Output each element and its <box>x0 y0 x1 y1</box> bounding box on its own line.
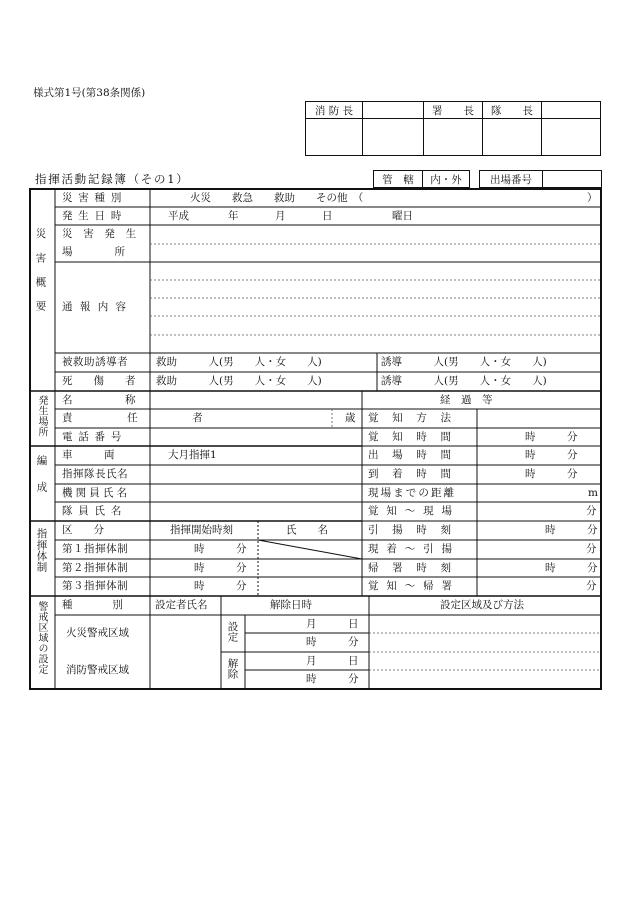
weekday-label: 曜日 <box>392 210 413 222</box>
section-cordon: 警戒区域の設定 <box>36 601 47 675</box>
day-label: 日 <box>322 210 333 222</box>
disaster-type-label: 災害種別 <box>62 192 128 204</box>
release-hour-min[interactable]: 時 分 <box>306 673 359 685</box>
section-site: 発生場所 <box>36 395 47 437</box>
form-number: 様式第1号(第38条関係) <box>33 87 146 99</box>
progress-label: 現場までの距離 <box>368 487 457 499</box>
section-formation: 編成 <box>35 455 48 508</box>
progress-label: 引揚時刻 <box>368 524 465 536</box>
captain-label: 隊 長 <box>483 102 542 119</box>
progress-value[interactable]: 分 <box>586 505 597 517</box>
dispatch-number-label: 出場番号 <box>480 171 543 188</box>
document-title: 指揮活動記録簿（その1） <box>35 172 190 186</box>
progress-value[interactable]: m <box>588 487 598 499</box>
member-label: 隊員氏名 <box>62 505 128 517</box>
place-label-line2: 場 所 <box>62 246 125 258</box>
age-unit: 歳 <box>345 412 356 424</box>
place-label-line1: 災 害 発 生 <box>62 228 140 240</box>
section-disaster: 災害概要 <box>34 228 47 325</box>
progress-value[interactable]: 時 分 <box>525 431 578 443</box>
command-row-time[interactable]: 時 分 <box>194 562 247 574</box>
operator-label: 機関員氏名 <box>62 487 131 499</box>
set-hour-min[interactable]: 時 分 <box>306 636 359 648</box>
casualty-rescue-count[interactable]: 救助 人(男 人・女 人) <box>156 375 322 387</box>
station-head-label: 署 長 <box>424 102 483 119</box>
command-category-header: 区 分 <box>62 524 104 536</box>
year-label: 年 <box>228 210 239 222</box>
progress-value[interactable]: 分 <box>586 580 597 592</box>
cordon-area-header: 設定区域及び方法 <box>440 599 524 611</box>
site-phone-label: 電話番号 <box>62 431 128 443</box>
progress-label: 覚知方法 <box>368 412 465 424</box>
disaster-type-options[interactable]: 火災 救急 救助 その他 （ <box>190 192 364 204</box>
rescued-rescue-count[interactable]: 救助 人(男 人・女 人) <box>156 356 322 368</box>
rescued-guide-count[interactable]: 誘導 人(男 人・女 人) <box>381 356 547 368</box>
vehicle-label: 車 両 <box>62 449 115 461</box>
chief-label: 消 防 長 <box>306 102 363 119</box>
progress-label: 覚知～現場 <box>368 505 460 517</box>
casualty-label: 死 傷 者 <box>62 375 136 387</box>
command-row-time[interactable]: 時 分 <box>194 543 247 555</box>
progress-label: 覚知時間 <box>368 431 465 443</box>
cordon-type-header: 種 別 <box>62 599 125 611</box>
disaster-type-close: ） <box>587 192 598 204</box>
progress-label: 到着時間 <box>368 468 465 480</box>
rescued-label: 被救助誘導者 <box>62 356 129 368</box>
progress-label: 覚知～帰署 <box>368 580 460 592</box>
vehicle-value[interactable]: 大月指揮1 <box>168 449 217 461</box>
era-label: 平成 <box>168 210 189 222</box>
command-row-time[interactable]: 時 分 <box>194 580 247 592</box>
site-name-label: 名 称 <box>62 394 136 406</box>
set-month-day[interactable]: 月 日 <box>306 618 359 630</box>
progress-value[interactable]: 時 分 <box>545 562 598 574</box>
progress-label: 現着～引揚 <box>368 543 460 555</box>
cordon-setter-header: 設定者氏名 <box>155 599 208 611</box>
command-start-header: 指揮開始時刻 <box>170 524 233 536</box>
command-row-label: 第２指揮体制 <box>62 562 129 574</box>
command-leader-label: 指揮隊長氏名 <box>62 468 129 480</box>
report-content-label: 通報内容 <box>62 301 134 313</box>
command-name-header: 氏 名 <box>286 524 328 536</box>
occurrence-date-label: 発生日時 <box>62 210 128 222</box>
progress-label: 帰署時刻 <box>368 562 465 574</box>
fire-zone-label: 火災警戒区域 <box>66 627 129 639</box>
progress-value[interactable]: 時 分 <box>525 468 578 480</box>
cordon-release-header: 解除日時 <box>270 599 312 611</box>
site-responsible-label: 責 任 者 <box>62 412 225 424</box>
progress-label: 出場時間 <box>368 449 465 461</box>
command-row-label: 第３指揮体制 <box>62 580 129 592</box>
fire-prevention-zone-label: 消防警戒区域 <box>66 664 129 676</box>
cordon-release-label: 解除 <box>226 658 239 679</box>
release-month-day[interactable]: 月 日 <box>306 655 359 667</box>
progress-value[interactable]: 分 <box>586 543 597 555</box>
month-label: 月 <box>275 210 286 222</box>
cordon-set-label: 設定 <box>226 621 239 642</box>
section-command: 指揮体制 <box>35 528 48 573</box>
command-row-label: 第１指揮体制 <box>62 543 129 555</box>
casualty-guide-count[interactable]: 誘導 人(男 人・女 人) <box>381 375 547 387</box>
jurisdiction-value[interactable]: 内・外 <box>423 171 470 188</box>
progress-value[interactable]: 時 分 <box>525 449 578 461</box>
jurisdiction-label: 管 轄 <box>374 171 423 188</box>
progress-value[interactable]: 時 分 <box>545 524 598 536</box>
progress-header: 経 過 等 <box>440 394 493 406</box>
